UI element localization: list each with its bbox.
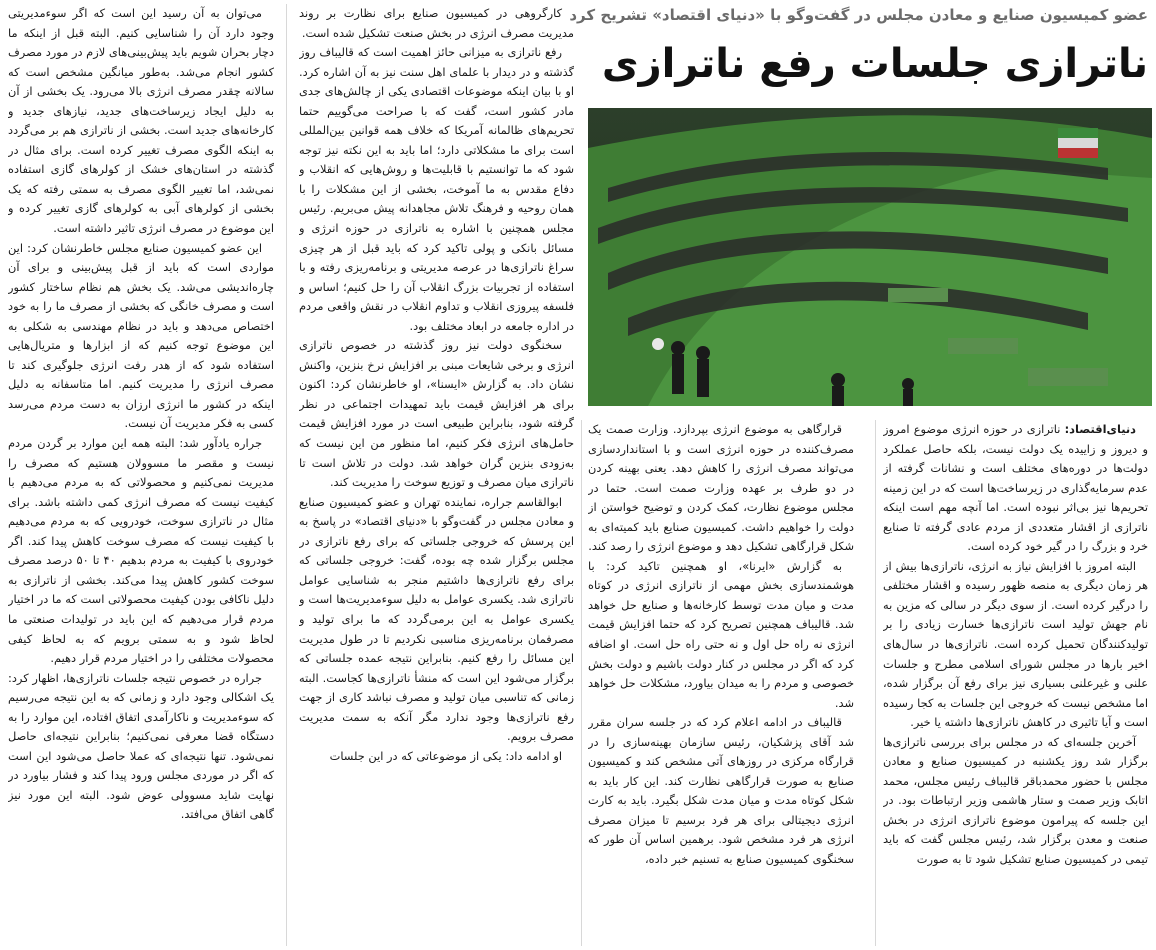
column-2-paragraph-1: قرارگاهی به موضوع انرژی بپردازد. وزارت صمت یک مصرف‌کننده در حوزه انرژی است و با استانداردسازی می‌تواند مصرف انرژی را کاهش دهد. یعنی بهینه کردن در دو طرف بر عهده وزارت صمت است. حتما در مجلس موضوع نظارت، کمک کردن و توضیح خواستن از دولت را خواهیم داشت. کمیسیون صنایع باید کمیته‌ای به شکل قرارگاهی تشکیل دهد و موضوع انرژی را رصد کند. [588,422,854,554]
article-lead-source: دنیای‌اقتصاد: [1064,422,1136,436]
column-2-paragraph-3: قالیباف در ادامه اعلام کرد که در جلسه سران مقرر شد آقای پزشکیان، رئیس سازمان بهینه‌سازی را در قرارگاه مرکزی در روزهای آتی مشخص کند و کمیسیون صنایع به صورت قرارگاهی نظارت کند. این کار باید به شکل کوتاه مدت و میان مدت شکل بگیرد. باید به کارت انرژی دیجیتالی برای هر فرد برسیم تا میزان مصرف انرژی هر فرد مشخص شود. برهمین اساس آن طور که سخنگوی کمیسیون صنایع به تسنیم خبر داده، [588,715,854,867]
column-4-paragraph-4: جراره در خصوص نتیجه جلسات ناترازی‌ها، اظهار کرد: یک اشکالی وجود دارد و زمانی که به این نتیجه می‌رسیم که سوءمدیریت و ناکارآمدی اتفاق افتاده، این موارد را به دستگاه قضا معرفی نمی‌کنیم؛ بنابراین نتیجه‌ای حاصل نمی‌شود. تنها نتیجه‌ای که عملا حاصل می‌شود این است که اگر در موردی مجلس ورود پیدا کند و فشار بیاورد در نهایت شاید مسوولی عوض شود. البته این مورد نیز گاهی اتفاق می‌افتد. [8,670,274,822]
article-headline: ناترازی جلسات رفع ناترازی [601,41,1148,87]
column-4-paragraph-1: می‌توان به آن رسید این است که اگر سوءمدیریتی وجود دارد آن را شناسایی کنیم. البته قبل از اینکه ما دچار بحران شویم باید پیش‌بینی‌های لازم در مورد مصرف کشور انجام می‌شد. به‌طور میانگین مشخص است که سالانه چقدر مصرف انرژی بالا می‌رود. یک بخشی از آن به دلیل ایجاد زیرساخت‌های جدید، نیازهای جدید و کارخانه‌های جدید است. بخشی از ناترازی هم بر می‌گردد به اینکه الگوی مصرف تغییر کرده است. برای مثال در گذشته در استان‌های خشک از کولرهای گازی استفاده نمی‌شد، اما تغییر الگوی مصرف به سمتی رفته که یک بخشی از کولرهای آبی به کولرهای گازی تغییر کرده و این موضوع در مصرف انرژی تاثیر داشته است. [8,6,274,236]
column-3-paragraph-2: رفع ناترازی به میزانی حائز اهمیت است که قالیباف روز گذشته و در دیدار با علمای اهل سنت نیز به آن اشاره کرد. او با بیان اینکه موضوعات اقتصادی یکی از چالش‌های جدی مادر کشور است، گفت که با صراحت می‌گوییم حتما تحریم‌های ظالمانه آمریکا که خلاف همه قوانین بین‌المللی است برای ما مشکلاتی دارد؛ اما باید به این نکته نیز توجه شود که ما توانستیم با قابلیت‌ها و روش‌هایی که انقلاب و دفاع مقدس به ما آموخت، بخشی از این مشکلات را با همان روحیه و فرهنگ تلاش مجاهدانه پیش می‌بریم. رئیس مجلس همچنین با اشاره به ناترازی در حوزه انرژی و مسائل بانکی و پولی تاکید کرد که باید قبل از هر چیزی سراغ ناترازی‌ها در عرصه مدیریتی و برنامه‌ریزی رفته و با استفاده از تجربیات بزرگ انقلاب آن را حل کنیم؛ اساس و فلسفه پیروزی انقلاب و تداوم انقلاب در نقش واقعی مردم در اداره جامعه در ابعاد مختلف بود. [299,45,574,333]
column-1-paragraph-2: البته امروز با افزایش نیاز به انرژی، ناترازی‌ها بیش از هر زمان دیگری به منصه ظهور رسیده و اقشار مختلفی را درگیر کرده است. از سوی دیگر در سالی که مزین به نام جهش تولید است ناترازی‌ها خسارت زیادی را بر تولیدکنندگان تحمیل کرده است. ناترازی‌ها در سال‌های اخیر بارها در مجلس شورای اسلامی مطرح و جلسات علنی و غیرعلنی بسیاری نیز برای رفع آن برگزار شده، اما مشخص نیست که خروجی این جلسات به کجا رسیده است و آیا تاثیری در کاهش ناترازی‌ها داشته یا خیر. [883,558,1148,730]
article-kicker: عضو کمیسیون صنایع و معادن مجلس در گفت‌وگو با «دنیای اقتصاد» تشریح کرد [569,6,1148,24]
column-1-paragraph-3: آخرین جلسه‌ای که در مجلس برای بررسی ناترازی‌ها برگزار شد روز یکشنبه در کمیسیون صنایع و معادن مجلس با حضور محمدباقر قالیباف رئیس مجلس، محمد اتابک وزیر صمت و ستار هاشمی وزیر ارتباطات بود. در این جلسه که پیرامون موضوع ناترازی انرژی در بخش صنعت و معدن برگزار شد، رئیس مجلس گفت که باید تیمی در کمیسیون صنایع تشکیل شود تا به صورت [883,734,1148,867]
column-3-paragraph-3: سخنگوی دولت نیز روز گذشته در خصوص ناترازی انرژی و برخی شایعات مبنی بر افزایش نرخ بنزین، واکنش نشان داد. به گزارش «ایسنا»، او خاطرنشان کرد: اکنون برای هر افزایش قیمت باید تمهیدات اجتماعی در نظر گرفته شود، بنابراین طبیعی است در مورد افزایش قیمت حامل‌های انرژی فکر کنیم، اما منظور من این نیست که به‌زودی بنزین گران خواهد شد. دولت در تلاش است تا ناترازی میان مصرف و توزیع سوخت را مدیریت کند. [299,338,574,490]
column-1-paragraph-1-text: ناترازی در حوزه انرژی موضوع امروز و دیروز و زاییده یک دولت نیست، بلکه حاصل عملکرد دولت‌ها در دوره‌های مختلف است و نشانات گرفته از عدم سرمایه‌گذاری در زیرساخت‌ها است که در این زمینه تحریم‌ها نیز بی‌اثر نبوده است. اما آنچه مهم است اینکه ناترازی از اقشار متعددی از مردم عادی گرفته تا صنایع خرد و بزرگ را در گیر خود کرده است. [883,422,1148,554]
column-3-paragraph-4: ابوالقاسم جراره، نماینده تهران و عضو کمیسیون صنایع و معادن مجلس در گفت‌وگو با «دنیای اقتصاد» در پاسخ به این پرسش که خروجی جلساتی که برای رفع ناترازی در مجلس برگزار شده چه بوده، گفت: خروجی جلساتی که برای رفع ناترازی‌ها داشتیم منجر به شناسایی عوامل ناترازی شد. یکسری عوامل به دلیل سوءمدیریت‌ها است و یکسری عوامل به این برمی‌گردد که ما برای تولید و مصرفمان برنامه‌ریزی مناسبی نکردیم تا در طول مدیریت این مسائل را رفع کنیم. بنابراین نتیجه عمده جلساتی که برگزار می‌شود این است که منشأ ناترازی‌ها کجاست. البته زمانی که تناسبی میان تولید و مصرف نباشد کاری از جهت رفع ناترازی‌ها وجود ندارد مگر آنکه به سمت مدیریت مصرف برویم. [299,494,574,744]
article-column-1 [883,420,1148,948]
parliament-photo [588,108,1152,406]
column-divider [581,420,582,946]
article-column-2 [588,420,854,948]
column-4-paragraph-3: جراره یادآور شد: البته همه این موارد بر گردن مردم نیست و مقصر ما مسوولان هستیم که مصرف را مدیریت نمی‌کنیم و محصولاتی که به مردم می‌دهیم با کیفیت نیست که مصرف انرژی کمی داشته باشد. برای مثال در ناترازی سوخت، خودرویی که به مردم می‌دهیم با کیفیت نیست که مصرف سوخت کاهش پیدا کند. اگر خودروی با کیفیت به مردم بدهیم ۴۰ تا ۵۰ درصد مصرف سوخت کشور کاهش پیدا می‌کند. بخشی از ناترازی به دلیل نا‌کافی بودن کیفیت محصولاتی است که ما در اختیار مردم قرار می‌دهیم که این باید در تولیدات صنعتی ما لحاظ شود و به سمتی برویم که به لحاظ کیفی محصولات مختلفی را در اختیار مردم قرار دهیم. [8,436,274,666]
article-column-4 [8,4,274,948]
column-3-paragraph-5: او ادامه داد: یکی از موضوعاتی که در این جلسات [329,748,562,763]
column-1-paragraph-1 [883,420,1148,557]
article-column-3 [299,4,574,948]
column-2-paragraph-2: به گزارش «ایرنا»، او همچنین تاکید کرد: با هوشمندسازی بخش مهمی از ناترازی انرژی در کوتاه مدت و میان مدت توسط کارخانه‌ها و صنایع حل خواهد شد. قالیباف همچنین تصریح کرد که حتما افزایش قیمت انرژی نه راه حل اول و نه حتی راه حل است. او اضافه کرد که اگر در مجلس در کنار دولت باشیم و دولت بخش خصوصی و مردم را به میدان بیاورد، مشکلات حل خواهد شد. [588,558,854,710]
column-4-paragraph-2: این عضو کمیسیون صنایع مجلس خاطرنشان کرد: این مواردی است که باید از قبل پیش‌بینی و برای آن چاره‌اندیشی می‌شد. یک بخش هم نظام ساختار کشور است و مصرف خانگی که بخشی از مصرف ما را به خود اختصاص می‌دهد و باید در نظام مهندسی به شکلی به این موضوع توجه کنیم که از ابزارها و متریال‌هایی استفاده شود که از هدر رفت انرژی جلوگیری کند تا مصرف انرژی را مدیریت کنیم. اما متاسفانه به دلیل اینکه در کشور ما انرژی ارزان به دست مردم می‌رسد کسی به فکر مدیریت آن نیست. [8,240,274,431]
column-divider [286,4,287,946]
column-divider [875,420,876,946]
parliament-photo-icon [588,108,1152,406]
column-3-paragraph-1: کارگروهی در کمیسیون صنایع برای نظارت بر روند مدیریت مصرف انرژی در بخش صنعت تشکیل شده است. [299,6,574,40]
